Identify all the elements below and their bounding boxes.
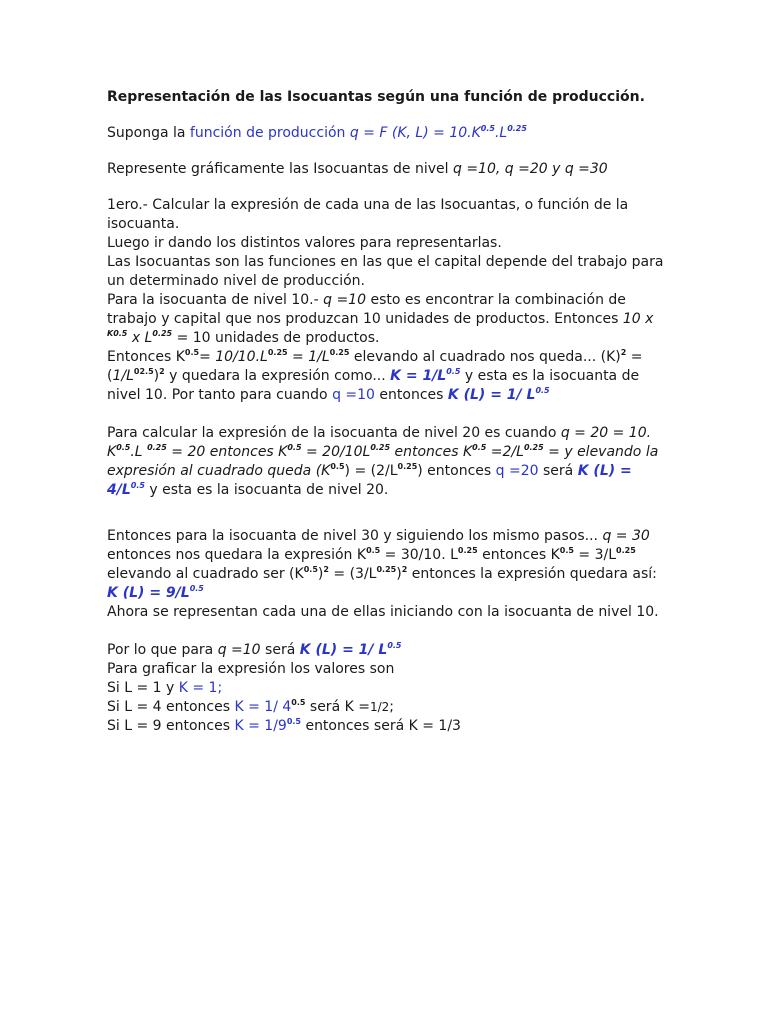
exponent: 0.5 xyxy=(286,717,301,726)
formula-production xyxy=(350,125,527,141)
text-run: Si L = 4 entonces xyxy=(107,699,235,715)
exponent: 0.5 xyxy=(472,443,487,452)
exponent: 0.5 xyxy=(387,641,402,650)
text-run: entonces la expresión quedara así: xyxy=(407,566,657,582)
text-run: .L xyxy=(494,125,508,141)
formula: K = 1 xyxy=(178,680,218,696)
formula-isoquant-10-result: K (L) = 1/ L xyxy=(447,387,536,403)
paragraph-for-q10 xyxy=(107,641,667,660)
exponent: 0.25 xyxy=(397,462,418,471)
text-run: Si L = 1 y xyxy=(107,680,179,696)
document-page xyxy=(107,88,667,736)
formula-isoquant-20: K (L) = 4/L xyxy=(107,463,632,498)
formula: q = 30 xyxy=(602,528,650,544)
spacer xyxy=(107,405,667,424)
paragraph-values-intro: Para graficar la expresión los valores son xyxy=(107,661,395,677)
formula: =2/L xyxy=(486,444,524,460)
formula: 1/L xyxy=(112,368,134,384)
formula: x L xyxy=(127,330,153,346)
paragraph-level-20 xyxy=(107,424,667,500)
paragraph-production-function xyxy=(107,124,667,143)
paragraph-derivation-10 xyxy=(107,348,667,405)
formula-isoquant-10-graph: K (L) = 1/ L xyxy=(299,642,388,658)
text-run: entonces K xyxy=(477,547,560,563)
document-title: Representación de las Isocuantas según una función de producción. xyxy=(107,89,645,105)
section-level-30 xyxy=(107,527,667,622)
paragraph-step2: Luego ir dando los distintos valores para representarlas. xyxy=(107,235,502,251)
formula-levels: q =10, q =20 y q =30 xyxy=(452,161,608,177)
formula: = 20/10L xyxy=(301,444,371,460)
exponent: 0.5 xyxy=(480,124,495,133)
exponent: 0.5 xyxy=(559,546,574,555)
text-run: Represente gráficamente las Isocuantas de nivel xyxy=(107,161,453,177)
text-run: = (3/L xyxy=(328,566,377,582)
formula: q =20 xyxy=(495,463,539,479)
value-row-l1 xyxy=(107,679,667,698)
formula: 10 x xyxy=(622,311,654,327)
text-run: = 3/L xyxy=(573,547,617,563)
text-run: y esta es la isocuanta de nivel 20. xyxy=(144,482,389,498)
text-run: ) = (2/L xyxy=(344,463,398,479)
exponent: 0.5 xyxy=(330,462,345,471)
paragraph-level-10 xyxy=(107,291,667,348)
formula: q = 20 = 10. xyxy=(560,425,652,441)
formula-isoquant-30: K (L) = 9/L xyxy=(107,585,190,601)
formula: .L xyxy=(130,444,148,460)
exponent: 2 xyxy=(159,367,165,376)
exponent: 0.5 xyxy=(291,698,306,707)
text-run: será K = xyxy=(305,699,370,715)
formula-isoquant-10: K = 1/L xyxy=(390,368,447,384)
exponent: 0.5 xyxy=(116,443,131,452)
text-run: elevando al cuadrado nos queda... (K) xyxy=(349,349,621,365)
exponent: 2 xyxy=(620,348,627,357)
text-run: esto es encontrar la combinación de trabajo y capital que nos produzcan 10 unidades de productos. Entonces xyxy=(107,292,626,327)
formula: K xyxy=(107,444,117,460)
section-values xyxy=(107,641,667,736)
formula: K = 1/ 4 xyxy=(234,699,292,715)
text-run: Suponga la xyxy=(107,125,190,141)
exponent: 0.25 xyxy=(507,124,527,133)
text-run: entonces xyxy=(374,387,448,403)
exponent: 0.25 xyxy=(152,329,173,338)
formula: K = 1/9 xyxy=(234,718,287,734)
text-run: será xyxy=(538,463,578,479)
formula-isoquant-30-line xyxy=(107,584,667,603)
text-run: y esta es la isocuanta de nivel 10. Por tanto para cuando xyxy=(107,368,640,403)
text-run: ) entonces xyxy=(417,463,496,479)
formula: q =10 xyxy=(332,387,375,403)
text-run: y quedara la expresión como... xyxy=(164,368,391,384)
exponent: 0.5 xyxy=(303,565,318,574)
text-run: Entonces K xyxy=(107,349,185,365)
text-run: = 30/10. L xyxy=(380,547,458,563)
text-run: será xyxy=(260,642,300,658)
exponent: 0.25 xyxy=(370,443,391,452)
value-row-l9 xyxy=(107,717,667,736)
exponent: 02.5 xyxy=(133,367,154,376)
exponent: 2 xyxy=(401,565,408,574)
exponent: 0.25 xyxy=(147,443,167,452)
text-run: Entonces para la isocuanta de nivel 30 y siguiendo los mismo pasos... xyxy=(107,528,603,544)
spacer xyxy=(107,622,667,641)
exponent: 0.5 xyxy=(446,367,461,376)
value-row-l4 xyxy=(107,698,667,717)
text-run: Por lo que para xyxy=(107,642,218,658)
paragraph-represent xyxy=(107,160,667,179)
formula: entonces K xyxy=(390,444,473,460)
exponent: 2 xyxy=(323,565,329,574)
formula: = 10/10.L xyxy=(199,349,268,365)
link-production-function[interactable]: función de producción xyxy=(189,125,350,141)
text-run: ) xyxy=(153,368,160,384)
paragraph-level-30 xyxy=(107,527,667,584)
formula: q =10 xyxy=(323,292,366,308)
paragraph-definition: Las Isocuantas son las funciones en las que el capital depende del trabajo para un determinado nivel de producción. xyxy=(107,254,664,289)
section-level-10 xyxy=(107,196,667,405)
paragraph-represent-each: Ahora se representan cada una de ellas iniciando con la isocuanta de nivel 10. xyxy=(107,604,659,620)
exponent: 0.5 xyxy=(189,584,204,593)
exponent: 0.25 xyxy=(376,565,397,574)
text-run: = ( xyxy=(107,349,643,384)
text-run: entonces será K = 1/3 xyxy=(301,718,461,734)
text-run: Si L = 9 entonces xyxy=(107,718,235,734)
text-run: Para calcular la expresión de la isocuanta de nivel 20 es cuando xyxy=(107,425,561,441)
formula: = y elevando la expresión al cuadrado queda (K xyxy=(107,444,659,479)
formula: = 1/L xyxy=(287,349,330,365)
paragraph-step1: 1ero.- Calcular la expresión de cada una de las Isocuantas, o función de la isocuanta. xyxy=(107,197,629,232)
text-run: = 10 unidades de productos. xyxy=(172,330,380,346)
spacer xyxy=(107,517,667,527)
exponent: 0.25 xyxy=(457,546,478,555)
exponent: 0.5 xyxy=(287,443,302,452)
formula: q =10 xyxy=(217,642,261,658)
text-run: ; xyxy=(389,699,394,715)
exponent: 0.5 xyxy=(535,386,550,395)
text-run: ; xyxy=(217,680,223,696)
exponent: 0.5 xyxy=(366,546,381,555)
exponent: K0.5 xyxy=(107,329,128,338)
exponent: 0.25 xyxy=(523,443,544,452)
text-run: ) xyxy=(317,566,324,582)
exponent: 0.25 xyxy=(329,348,350,357)
exponent: 0.25 xyxy=(267,348,288,357)
exponent: 0.5 xyxy=(184,348,200,357)
text-run: q = F (K, L) = 10.K xyxy=(349,125,481,141)
exponent: 0.25 xyxy=(616,546,636,555)
text-run: entonces nos quedara la expresión K xyxy=(107,547,367,563)
text-run: Para la isocuanta de nivel 10.- xyxy=(107,292,324,308)
exponent: 0.5 xyxy=(130,481,145,490)
fraction: 1/2 xyxy=(369,700,390,714)
text-run: ) xyxy=(396,566,402,582)
text-run: elevando al cuadrado ser (K xyxy=(107,566,304,582)
formula: = 20 entonces K xyxy=(166,444,288,460)
